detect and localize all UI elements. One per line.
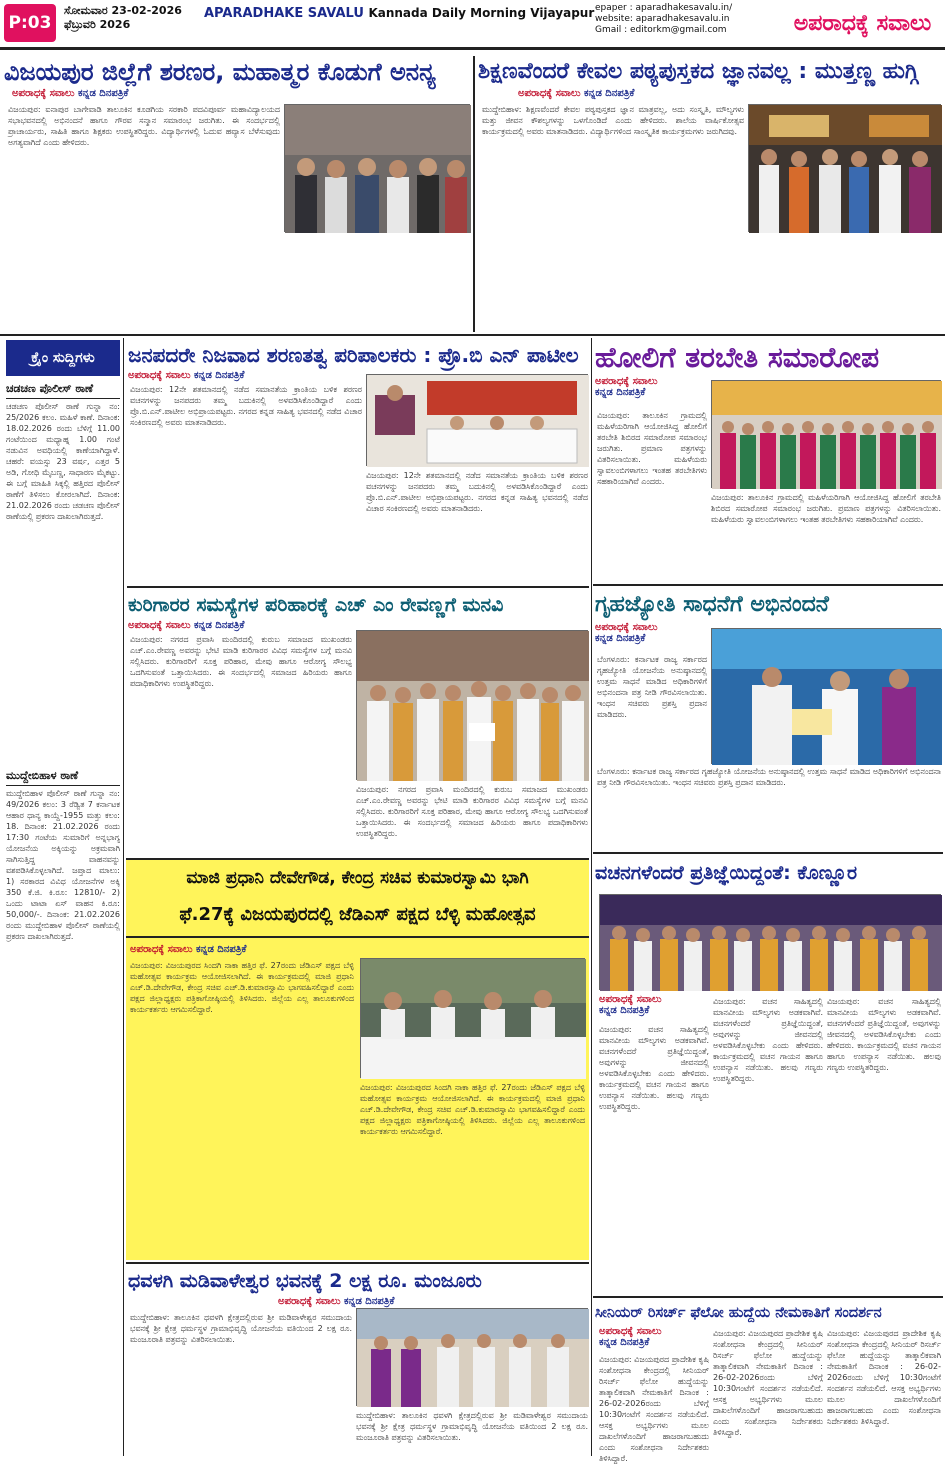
article-photo bbox=[366, 374, 588, 466]
crime-news-heading: ಕ್ರೈಂ ಸುದ್ದಿಗಳು bbox=[6, 340, 120, 376]
press-meet-photo-image bbox=[361, 959, 586, 1079]
article-body-continued: ವಿಜಯಪುರ: ತಾಲೂಕಿನ ಗ್ರಾಮದಲ್ಲಿ ಮಹಿಳೆಯರಿಗಾಗಿ ಆಯೋಜಿಸಿದ್ದ ಹೋಲಿಗೆ ತರಬೇತಿ ಶಿಬಿರದ ಸಮಾರೋಪ ಸಮಾರಂಭ ಜರುಗಿತು. ಪ್ರಮಾಣ ಪತ್ರಗಳನ್ನು ವಿತರಿಸಲಾಯಿತು. ಮಹಿಳೆಯರು ಸ್ವಾವಲಂಬಿಗಳಾಗಲು ಇಂತಹ ತರಬೇತಿಗಳು ಸಹಕಾರಿಯಾಗಿವೆ ಎಂದರು. bbox=[711, 493, 941, 524]
station-2: ಮುದ್ದೇಬಿಹಾಳ ಠಾಣೆ bbox=[6, 767, 120, 786]
headline: ವಚನಗಳೆಂದರೆ ಪ್ರತಿಜ್ಞೆಯಿದ್ದಂತೆ: ಕೊಣ್ಣೂರ bbox=[595, 862, 858, 884]
station-1: ಚಡಚಣ ಪೊಲೀಸ್ ಠಾಣೆ bbox=[6, 380, 120, 399]
article-body: ವಿಜಯಪುರ: ತಾಲೂಕಿನ ಗ್ರಾಮದಲ್ಲಿ ಮಹಿಳೆಯರಿಗಾಗಿ ಆಯೋಜಿಸಿದ್ದ ಹೋಲಿಗೆ ತರಬೇತಿ ಶಿಬಿರದ ಸಮಾರೋಪ ಸಮಾರಂಭ ಜರುಗಿತು. ಪ್ರಮಾಣ ಪತ್ರಗಳನ್ನು ವಿತರಿಸಲಾಯಿತು. ಮಹಿಳೆಯರು ಸ್ವಾವಲಂಬಿಗಳಾಗಲು ಇಂತಹ ತರಬೇತಿಗಳು ಸಹಕಾರಿಯಾಗಿವೆ ಎಂದರು. bbox=[597, 411, 707, 486]
headline: ಧವಳಗಿ ಮಡಿವಾಳೇಶ್ವರ ಭವನಕ್ಕೆ 2 ಲಕ್ಷ ರೂ. ಮಂಜೂರು bbox=[128, 1270, 482, 1292]
headline: ಕುರಿಗಾರರ ಸಮಸ್ಯೆಗಳ ಪರಿಹಾರಕ್ಕೆ ಎಚ್ ಎಂ ರೇವಣ್ಣಗೆ ಮನವಿ bbox=[128, 594, 504, 616]
byline: ಅಪರಾಧಕ್ಕೆ ಸವಾಲು ಕನ್ನಡ ದಿನಪತ್ರಿಕೆ bbox=[595, 622, 658, 644]
article-body-col-3: ವಿಜಯಪುರ: ವಚನ ಸಾಹಿತ್ಯದಲ್ಲಿ ಮಾನವೀಯ ಮೌಲ್ಯಗಳು ಅಡಕವಾಗಿವೆ. ವಚನಗಳೆಂದರೆ ಪ್ರತಿಜ್ಞೆಯಿದ್ದಂತೆ, ಅವುಗಳನ್ನು ಜೀವನದಲ್ಲಿ ಅಳವಡಿಸಿಕೊಳ್ಳಬೇಕು ಎಂದು ಹೇಳಿದರು. ಕಾರ್ಯಕ್ರಮದಲ್ಲಿ ವಚನ ಗಾಯನ ಹಾಗೂ ಉಪನ್ಯಾಸ ನಡೆಯಿತು. ಹಲವು ಗಣ್ಯರು ಉಪಸ್ಥಿತರಿದ್ದರು. bbox=[827, 997, 941, 1072]
memorandum-photo-image bbox=[357, 631, 589, 781]
article-body: ವಿಜಯಪುರ: ನಗರದ ಪ್ರವಾಸಿ ಮಂದಿರದಲ್ಲಿ ಕುರುಬ ಸಮಾಜದ ಮುಖಂಡರು ಎಚ್.ಎಂ.ರೇವಣ್ಣ ಅವರನ್ನು ಭೇಟಿ ಮಾಡಿ ಕುರಿಗಾರರ ವಿವಿಧ ಸಮಸ್ಯೆಗಳ ಬಗ್ಗೆ ಮನವಿ ಸಲ್ಲಿಸಿದರು. ಕುರಿಗಾರರಿಗೆ ಸೂಕ್ತ ಪರಿಹಾರ, ಮೇವು ಹಾಗೂ ಆರೋಗ್ಯ ಸೌಲಭ್ಯ ಒದಗಿಸುವಂತೆ ಒತ್ತಾಯಿಸಿದರು. ಈ ಸಂದರ್ಭದಲ್ಲಿ ಸಮಾಜದ ಹಿರಿಯರು ಹಾಗೂ ಪದಾಧಿಕಾರಿಗಳು ಉಪಸ್ಥಿತರಿದ್ದರು. bbox=[130, 635, 352, 688]
article-shepherds bbox=[128, 590, 588, 856]
headline: ಗೃಹಜ್ಯೋತಿ ಸಾಧನೆಗೆ ಅಭಿನಂದನೆ bbox=[595, 592, 829, 617]
article-body: ವಿಜಯಪುರ: ವಿಜಯಪುರದ ಪ್ರಾದೇಶಿಕ ಕೃಷಿ ಸಂಶೋಧನಾ ಕೇಂದ್ರದಲ್ಲಿ ಸೀನಿಯರ್ ರಿಸರ್ಚ್ ಫೆಲೋ ಹುದ್ದೆಯನ್ನು ತಾತ್ಕಾಲಿಕವಾಗಿ ನೇಮಕಾತಿಗೆ ದಿನಾಂಕ : 26-02-2026ರಂದು ಬೆಳಿಗ್ಗೆ 10:30ಗಂಟೆಗೆ ಸಂದರ್ಶನ ನಡೆಯಲಿದೆ. ಆಸಕ್ತ ಅಭ್ಯರ್ಥಿಗಳು ಮೂಲ ದಾಖಲೆಗಳೊಂದಿಗೆ ಹಾಜರಾಗಬಹುದು ಎಂದು ಸಂಶೋಧನಾ ನಿರ್ದೇಶಕರು ತಿಳಿಸಿದ್ದಾರೆ. bbox=[599, 1355, 709, 1463]
headline: ಜನಪದರೇ ನಿಜವಾದ ಶರಣತತ್ವ ಪರಿಪಾಲಕರು : ಪ್ರೊ.ಬಿ ಎನ್ ಪಾಟೀಲ bbox=[128, 343, 579, 367]
article-body: ಮುದ್ದೇಬಿಹಾಳ: ತಾಲೂಕಿನ ಧವಳಗಿ ಕ್ಷೇತ್ರದಲ್ಲಿರುವ ಶ್ರೀ ಮಡಿವಾಳೇಶ್ವರ ಸಮುದಾಯ ಭವನಕ್ಕೆ ಶ್ರೀ ಕ್ಷೇತ್ರ ಧರ್ಮಸ್ಥಳ ಗ್ರಾಮಾಭಿವೃದ್ಧಿ ಯೋಜನೆಯ ವತಿಯಿಂದ 2 ಲಕ್ಷ ರೂ. ಮಂಜೂರಾತಿ ಪತ್ರವನ್ನು ವಿತರಿಸಲಾಯಿತು. bbox=[130, 1313, 352, 1344]
article-body-col-2: ವಿಜಯಪುರ: ವಚನ ಸಾಹಿತ್ಯದಲ್ಲಿ ಮಾನವೀಯ ಮೌಲ್ಯಗಳು ಅಡಕವಾಗಿವೆ. ವಚನಗಳೆಂದರೆ ಪ್ರತಿಜ್ಞೆಯಿದ್ದಂತೆ, ಅವುಗಳನ್ನು ಜೀವನದಲ್ಲಿ ಅಳವಡಿಸಿಕೊಳ್ಳಬೇಕು ಎಂದು ಹೇಳಿದರು. ಕಾರ್ಯಕ್ರಮದಲ್ಲಿ ವಚನ ಗಾಯನ ಹಾಗೂ ಉಪನ್ಯಾಸ ನಡೆಯಿತು. ಹಲವು ಗಣ್ಯರು ಉಪಸ್ಥಿತರಿದ್ದರು. bbox=[713, 997, 823, 1083]
byline: ಅಪರಾಧಕ್ಕೆ ಸವಾಲು ಕನ್ನಡ ದಿನಪತ್ರಿಕೆ bbox=[130, 944, 247, 955]
article-photo bbox=[711, 628, 941, 764]
award-photo-image bbox=[712, 629, 942, 765]
article-education bbox=[478, 56, 941, 332]
website-link[interactable]: website: aparadhakesavalu.in bbox=[595, 14, 730, 24]
article-body-continued: ಮುದ್ದೇಬಿಹಾಳ: ತಾಲೂಕಿನ ಧವಳಗಿ ಕ್ಷೇತ್ರದಲ್ಲಿರುವ ಶ್ರೀ ಮಡಿವಾಳೇಶ್ವರ ಸಮುದಾಯ ಭವನಕ್ಕೆ ಶ್ರೀ ಕ್ಷೇತ್ರ ಧರ್ಮಸ್ಥಳ ಗ್ರಾಮಾಭಿವೃದ್ಧಿ ಯೋಜನೆಯ ವತಿಯಿಂದ 2 ಲಕ್ಷ ರೂ. ಮಂಜೂರಾತಿ ಪತ್ರವನ್ನು ವಿತರಿಸಲಾಯಿತು. bbox=[356, 1411, 588, 1442]
paper-title: APARADHAKE SAVALU bbox=[204, 6, 364, 21]
headline: ಶಿಕ್ಷಣವೆಂದರೆ ಕೇವಲ ಪಠ್ಯಪುಸ್ತಕದ ಜ್ಞಾನವಲ್ಲ : ಮುತ್ತಣ್ಣ ಹುಗ್ಗಿ bbox=[478, 59, 919, 84]
cheque-handover-photo-image bbox=[357, 1309, 589, 1407]
column-divider bbox=[473, 56, 475, 332]
article-photo bbox=[599, 894, 941, 990]
row-divider bbox=[0, 334, 945, 336]
seminar-photo-image bbox=[367, 375, 589, 467]
article-body-continued: ವಿಜಯಪುರ: ವಿಜಯಪುರದ ಸಿಂದಗಿ ನಾಕಾ ಹತ್ತಿರ ಫೆ. 27ರಂದು ಜೆಡಿಎಸ್ ಪಕ್ಷದ ಬೆಳ್ಳಿ ಮಹೋತ್ಸವ ಕಾರ್ಯಕ್ರಮ ಆಯೋಜಿಸಲಾಗಿದೆ. ಈ ಕಾರ್ಯಕ್ರಮದಲ್ಲಿ ಮಾಜಿ ಪ್ರಧಾನಿ ಎಚ್.ಡಿ.ದೇವೇಗೌಡ, ಕೇಂದ್ರ ಸಚಿವ ಎಚ್.ಡಿ.ಕುಮಾರಸ್ವಾಮಿ ಭಾಗವಹಿಸಲಿದ್ದಾರೆ ಎಂದು ಪಕ್ಷದ ಜಿಲ್ಲಾಧ್ಯಕ್ಷರು ಪತ್ರಿಕಾಗೋಷ್ಠಿಯಲ್ಲಿ ತಿಳಿಸಿದರು. ಜಿಲ್ಲೆಯ ಎಲ್ಲ ತಾಲೂಕುಗಳಿಂದ ಕಾರ್ಯಕರ್ತರು ಆಗಮಿಸಲಿದ್ದಾರೆ. bbox=[360, 1083, 585, 1136]
row-divider bbox=[593, 852, 943, 854]
byline: ಅಪರಾಧಕ್ಕೆ ಸವಾಲು ಕನ್ನಡ ದಿನಪತ್ರಿಕೆ bbox=[278, 1296, 395, 1307]
article-body: ವಿಜಯಪುರ: ವಿಜಯಪುರದ ಸಿಂದಗಿ ನಾಕಾ ಹತ್ತಿರ ಫೆ. 27ರಂದು ಜೆಡಿಎಸ್ ಪಕ್ಷದ ಬೆಳ್ಳಿ ಮಹೋತ್ಸವ ಕಾರ್ಯಕ್ರಮ ಆಯೋಜಿಸಲಾಗಿದೆ. ಈ ಕಾರ್ಯಕ್ರಮದಲ್ಲಿ ಮಾಜಿ ಪ್ರಧಾನಿ ಎಚ್.ಡಿ.ದೇವೇಗೌಡ, ಕೇಂದ್ರ ಸಚಿವ ಎಚ್.ಡಿ.ಕುಮಾರಸ್ವಾಮಿ ಭಾಗವಹಿಸಲಿದ್ದಾರೆ ಎಂದು ಪಕ್ಷದ ಜಿಲ್ಲಾಧ್ಯಕ್ಷರು ಪತ್ರಿಕಾಗೋಷ್ಠಿಯಲ್ಲಿ ತಿಳಿಸಿದರು. ಜಿಲ್ಲೆಯ ಎಲ್ಲ ತಾಲೂಕುಗಳಿಂದ ಕಾರ್ಯಕರ್ತರು ಆಗಮಿಸಲಿದ್ದಾರೆ. bbox=[130, 961, 354, 1014]
crime-body-2: ಮುದ್ದೇಬಿಹಾಳ ಪೊಲೀಸ್ ಠಾಣೆ ಗುನ್ನಾ ನಂ: 49/2026 ಕಲಂ: 3 ರೆಡ್ವಿತ 7 ಕರ್ನಾಟಕ ಆಹಾರ ಧಾನ್ಯ ಕಾಯ್ದೆ-1955 ಮತ್ತು ಕಲಂ: 18. ದಿನಾಂಕ: 21.02.2026 ರಂದು 17:30 ಗಂಟೆಯ ಸುಮಾರಿಗೆ ಅನ್ನಭಾಗ್ಯ ಯೋಜನೆಯ ಅಕ್ಕಿಯನ್ನು ಅಕ್ರಮವಾಗಿ ಸಾಗಿಸುತ್ತಿದ್ದ ವಾಹನವನ್ನು ವಶಪಡಿಸಿಕೊಳ್ಳಲಾಗಿದೆ. ಜಪ್ತಾದ ಮಾಲು: 1) ಸರಕಾರದ ವಿವಿಧ ಯೋಜನೆಗಳ ಅಕ್ಕಿ 350 ಕೆ.ಜಿ. ಕಿ.ರೂ: 12810/- 2) ಒಂದು ಟಾಟಾ ಏಸ್ ವಾಹನ ಕಿ.ರೂ: 50,000/-. ದಿನಾಂಕ: 21.02.2026 ರಂದು ಮುದ್ದೇಬಿಹಾಳ ಪೊಲೀಸ್ ಠಾಣೆಯಲ್ಲಿ ಪ್ರಕರಣ ದಾಖಲಾಗಿರುತ್ತದೆ. bbox=[6, 789, 120, 941]
headline: ವಿಜಯಪುರ ಜಿಲ್ಲೆಗೆ ಶರಣರ, ಮಹಾತ್ಮರ ಕೊಡುಗೆ ಅನನ್ಯ bbox=[4, 58, 436, 86]
masthead bbox=[0, 0, 945, 50]
paper-tagline: Kannada Daily Morning Vijayapur bbox=[368, 6, 595, 20]
article-photo bbox=[356, 1308, 588, 1406]
row-divider bbox=[593, 1296, 943, 1298]
article-research-fellow bbox=[595, 1300, 941, 1463]
article-madivaleshwara bbox=[128, 1266, 588, 1456]
headline-line-2: ಫೆ.27ಕ್ಕೆ ವಿಜಯಪುರದಲ್ಲಿ ಜೆಡಿಎಸ್ ಪಕ್ಷದ ಬೆಳ್ಳಿ ಮಹೋತ್ಸವ bbox=[179, 904, 536, 925]
article-body: ಮುದ್ದೇಬಿಹಾಳ: ಶಿಕ್ಷಣವೆಂದರೆ ಕೇವಲ ಪಠ್ಯಪುಸ್ತಕದ ಜ್ಞಾನ ಮಾತ್ರವಲ್ಲ, ಅದು ಸಂಸ್ಕೃತಿ, ಮೌಲ್ಯಗಳು ಮತ್ತು ಜೀವನ ಕೌಶಲ್ಯಗಳನ್ನು ಒಳಗೊಂಡಿದೆ ಎಂದು ಹೇಳಿದರು. ಶಾಲೆಯ ವಾರ್ಷಿಕೋತ್ಸವ ಕಾರ್ಯಕ್ರಮದಲ್ಲಿ ಅವರು ಮಾತನಾಡಿದರು. ವಿದ್ಯಾರ್ಥಿಗಳಿಂದ ಸಾಂಸ್ಕೃತಿಕ ಕಾರ್ಯಕ್ರಮಗಳು ಜರುಗಿದವು. bbox=[482, 105, 744, 136]
crime-column bbox=[6, 380, 120, 1455]
headline: ಹೋಲಿಗೆ ತರಬೇತಿ ಸಮಾರೋಪ bbox=[595, 341, 880, 374]
paper-name bbox=[204, 6, 594, 21]
article-body: ಬೆಂಗಳೂರು: ಕರ್ನಾಟಕ ರಾಜ್ಯ ಸರ್ಕಾರದ ಗೃಹಜ್ಯೋತಿ ಯೋಜನೆಯ ಅನುಷ್ಠಾನದಲ್ಲಿ ಉತ್ತಮ ಸಾಧನೆ ಮಾಡಿದ ಅಧಿಕಾರಿಗಳಿಗೆ ಅಭಿನಂದನಾ ಪತ್ರ ನೀಡಿ ಗೌರವಿಸಲಾಯಿತು. ಇಂಧನ ಸಚಿವರು ಪ್ರಶಸ್ತಿ ಪ್ರದಾನ ಮಾಡಿದರು. bbox=[597, 655, 707, 719]
byline: ಅಪರಾಧಕ್ಕೆ ಸವಾಲು ಕನ್ನಡ ದಿನಪತ್ರಿಕೆ bbox=[12, 88, 129, 99]
article-gruhajyothi bbox=[595, 588, 941, 850]
column-divider bbox=[591, 338, 592, 1456]
date-line-2: ಫೆಬ್ರುವರಿ 2026 bbox=[64, 18, 131, 31]
issue-date bbox=[64, 4, 182, 32]
headline-block bbox=[126, 858, 589, 938]
article-janapada bbox=[128, 340, 588, 584]
women-group-photo-image bbox=[712, 381, 942, 489]
article-district-contribution bbox=[4, 56, 470, 332]
article-photo bbox=[284, 104, 470, 232]
byline: ಅಪರಾಧಕ್ಕೆ ಸವಾಲು ಕನ್ನಡ ದಿನಪತ್ರಿಕೆ bbox=[128, 620, 245, 631]
article-jds-silver-jubilee bbox=[126, 858, 589, 1260]
date-line-1: ಸೋಮವಾರ 23-02-2026 bbox=[64, 4, 182, 17]
gmail-link[interactable]: Gmail : editorkm@gmail.com bbox=[595, 25, 727, 35]
crime-body-1: ಚಡಚಣ ಪೊಲೀಸ್ ಠಾಣೆ ಗುನ್ನಾ ನಂ: 25/2026 ಕಲಂ. ಮಹಿಳೆ ಕಾಣೆ. ದಿನಾಂಕ: 18.02.2026 ರಂದು ಬೆಳಿಗ್ಗೆ 11.00 ಗಂಟೆಯಿಂದ ಮಧ್ಯಾಹ್ನ 1.00 ಗಂಟೆ ನಡುವಿನ ಅವಧಿಯಲ್ಲಿ ಕಾಣೆಯಾಗಿದ್ದಾಳೆ. ಚಹರೆ: ವಯಸ್ಸು 23 ವರ್ಷ, ಎತ್ತರ 5 ಅಡಿ, ಗೋಧಿ ಮೈಬಣ್ಣ, ಸಾಧಾರಣ ಮೈಕಟ್ಟು. ಈ ಬಗ್ಗೆ ಮಾಹಿತಿ ಸಿಕ್ಕಲ್ಲಿ ಹತ್ತಿರದ ಪೊಲೀಸ್ ಠಾಣೆಗೆ ತಿಳಿಸಲು ಕೋರಲಾಗಿದೆ. ದಿನಾಂಕ: 21.02.2026 ರಂದು ಚಡಚಣ ಪೊಲೀಸ್ ಠಾಣೆಯಲ್ಲಿ ಪ್ರಕರಣ ದಾಖಲಾಗಿರುತ್ತದೆ. bbox=[6, 402, 120, 521]
byline: ಅಪರಾಧಕ್ಕೆ ಸವಾಲು ಕನ್ನಡ ದಿನಪತ್ರಿಕೆ bbox=[595, 376, 658, 398]
article-body: ವಿಜಯಪುರ: ವಚನ ಸಾಹಿತ್ಯದಲ್ಲಿ ಮಾನವೀಯ ಮೌಲ್ಯಗಳು ಅಡಕವಾಗಿವೆ. ವಚನಗಳೆಂದರೆ ಪ್ರತಿಜ್ಞೆಯಿದ್ದಂತೆ, ಅವುಗಳನ್ನು ಜೀವನದಲ್ಲಿ ಅಳವಡಿಸಿಕೊಳ್ಳಬೇಕು ಎಂದು ಹೇಳಿದರು. ಕಾರ್ಯಕ್ರಮದಲ್ಲಿ ವಚನ ಗಾಯನ ಹಾಗೂ ಉಪನ್ಯಾಸ ನಡೆಯಿತು. ಹಲವು ಗಣ್ಯರು ಉಪಸ್ಥಿತರಿದ್ದರು. bbox=[599, 1025, 709, 1111]
contact-block bbox=[595, 3, 780, 36]
byline: ಅಪರಾಧಕ್ಕೆ ಸವಾಲು ಕನ್ನಡ ದಿನಪತ್ರಿಕೆ bbox=[599, 1326, 662, 1348]
article-photo bbox=[711, 380, 941, 488]
article-tailoring bbox=[595, 340, 941, 582]
row-divider bbox=[127, 586, 589, 588]
article-body: ವಿಜಯಪುರ: 12ನೇ ಶತಮಾನದಲ್ಲಿ ನಡೆದ ಸಮಾನತೆಯ ಕ್ರಾಂತಿಯ ಬಳಿಕ ಶರಣರ ವಚನಗಳನ್ನು ಜನಪದರು ತಮ್ಮ ಬದುಕಿನಲ್ಲಿ ಅಳವಡಿಸಿಕೊಂಡಿದ್ದಾರೆ ಎಂದು ಪ್ರೊ.ಬಿ.ಎನ್.ಪಾಟೀಲ ಅಭಿಪ್ರಾಯಪಟ್ಟರು. ನಗರದ ಕನ್ನಡ ಸಾಹಿತ್ಯ ಭವನದಲ್ಲಿ ನಡೆದ ವಿಚಾರ ಸಂಕಿರಣದಲ್ಲಿ ಅವರು ಮಾತನಾಡಿದರು. bbox=[130, 385, 362, 427]
byline: ಅಪರಾಧಕ್ಕೆ ಸವಾಲು ಕನ್ನಡ ದಿನಪತ್ರಿಕೆ bbox=[599, 994, 662, 1016]
vachana-event-photo-image bbox=[600, 895, 942, 991]
headline-line-1: ಮಾಜಿ ಪ್ರಧಾನಿ ದೇವೇಗೌಡ, ಕೇಂದ್ರ ಸಚಿವ ಕುಮಾರಸ್ವಾಮಿ ಭಾಗಿ bbox=[186, 868, 529, 888]
row-divider bbox=[126, 1262, 589, 1264]
article-body-col-2: ವಿಜಯಪುರ: ವಿಜಯಪುರದ ಪ್ರಾದೇಶಿಕ ಕೃಷಿ ಸಂಶೋಧನಾ ಕೇಂದ್ರದಲ್ಲಿ ಸೀನಿಯರ್ ರಿಸರ್ಚ್ ಫೆಲೋ ಹುದ್ದೆಯನ್ನು ತಾತ್ಕಾಲಿಕವಾಗಿ ನೇಮಕಾತಿಗೆ ದಿನಾಂಕ : 26-02-2026ರಂದು ಬೆಳಿಗ್ಗೆ 10:30ಗಂಟೆಗೆ ಸಂದರ್ಶನ ನಡೆಯಲಿದೆ. ಆಸಕ್ತ ಅಭ್ಯರ್ಥಿಗಳು ಮೂಲ ದಾಖಲೆಗಳೊಂದಿಗೆ ಹಾಜರಾಗಬಹುದು ಎಂದು ಸಂಶೋಧನಾ ನಿರ್ದೇಶಕರು ತಿಳಿಸಿದ್ದಾರೆ. bbox=[713, 1329, 823, 1437]
paper-logo: ಅಪರಾಧಕ್ಕೆ ಸವಾಲು bbox=[785, 3, 940, 43]
article-body-continued: ಬೆಂಗಳೂರು: ಕರ್ನಾಟಕ ರಾಜ್ಯ ಸರ್ಕಾರದ ಗೃಹಜ್ಯೋತಿ ಯೋಜನೆಯ ಅನುಷ್ಠಾನದಲ್ಲಿ ಉತ್ತಮ ಸಾಧನೆ ಮಾಡಿದ ಅಧಿಕಾರಿಗಳಿಗೆ ಅಭಿನಂದನಾ ಪತ್ರ ನೀಡಿ ಗೌರವಿಸಲಾಯಿತು. ಇಂಧನ ಸಚಿವರು ಪ್ರಶಸ್ತಿ ಪ್ರದಾನ ಮಾಡಿದರು. bbox=[597, 767, 941, 787]
byline: ಅಪರಾಧಕ್ಕೆ ಸವಾಲು ಕನ್ನಡ ದಿನಪತ್ರಿಕೆ bbox=[518, 88, 635, 99]
row-divider bbox=[593, 584, 943, 586]
byline: ಅಪರಾಧಕ್ಕೆ ಸವಾಲು ಕನ್ನಡ ದಿನಪತ್ರಿಕೆ bbox=[128, 370, 245, 381]
headline: ಸೀನಿಯರ್ ರಿಸರ್ಚ್ ಫೆಲೋ ಹುದ್ದೆಯ ನೇಮಕಾತಿಗೆ ಸಂದರ್ಶನ bbox=[595, 1305, 882, 1321]
article-photo bbox=[360, 958, 585, 1078]
page-number: P:03 bbox=[4, 4, 56, 42]
column-divider bbox=[123, 338, 124, 1456]
article-photo bbox=[748, 104, 941, 232]
group-photo-image bbox=[285, 105, 471, 233]
article-vachana bbox=[595, 856, 941, 1294]
article-body: ವಿಜಯಪುರ: ಐನಾಪುರ ಬಾಗೇವಾಡಿ ತಾಲೂಕಿನ ಕೂಡಗಿಯ ಸರಕಾರಿ ಪದವಿಪೂರ್ವ ಮಹಾವಿದ್ಯಾಲಯದ ಸಭಾಭವನದಲ್ಲಿ ಅಭಿನಂದನೆ ಹಾಗೂ ಗೌರವ ಸನ್ಮಾನ ಸಮಾರಂಭ ಜರುಗಿತು. ಈ ಸಂದರ್ಭದಲ್ಲಿ ಪ್ರಾಚಾರ್ಯರು, ಸಾಹಿತಿ ಹಾಗೂ ಶಿಕ್ಷಕರು ಉಪಸ್ಥಿತರಿದ್ದರು. ವಿದ್ಯಾರ್ಥಿಗಳಲ್ಲಿ ಓದುವ ಹವ್ಯಾಸ ಬೆಳೆಸುವುದು ಅಗತ್ಯವಾಗಿದೆ ಎಂದು ಹೇಳಿದರು. bbox=[8, 105, 280, 147]
article-photo bbox=[356, 630, 588, 780]
epaper-link[interactable]: epaper : aparadhakesavalu.in/ bbox=[595, 3, 733, 13]
article-body-continued: ವಿಜಯಪುರ: ನಗರದ ಪ್ರವಾಸಿ ಮಂದಿರದಲ್ಲಿ ಕುರುಬ ಸಮಾಜದ ಮುಖಂಡರು ಎಚ್.ಎಂ.ರೇವಣ್ಣ ಅವರನ್ನು ಭೇಟಿ ಮಾಡಿ ಕುರಿಗಾರರ ವಿವಿಧ ಸಮಸ್ಯೆಗಳ ಬಗ್ಗೆ ಮನವಿ ಸಲ್ಲಿಸಿದರು. ಕುರಿಗಾರರಿಗೆ ಸೂಕ್ತ ಪರಿಹಾರ, ಮೇವು ಹಾಗೂ ಆರೋಗ್ಯ ಸೌಲಭ್ಯ ಒದಗಿಸುವಂತೆ ಒತ್ತಾಯಿಸಿದರು. ಈ ಸಂದರ್ಭದಲ್ಲಿ ಸಮಾಜದ ಹಿರಿಯರು ಹಾಗೂ ಪದಾಧಿಕಾರಿಗಳು ಉಪಸ್ಥಿತರಿದ್ದರು. bbox=[356, 785, 588, 838]
article-body-col-3: ವಿಜಯಪುರ: ವಿಜಯಪುರದ ಪ್ರಾದೇಶಿಕ ಕೃಷಿ ಸಂಶೋಧನಾ ಕೇಂದ್ರದಲ್ಲಿ ಸೀನಿಯರ್ ರಿಸರ್ಚ್ ಫೆಲೋ ಹುದ್ದೆಯನ್ನು ತಾತ್ಕಾಲಿಕವಾಗಿ ನೇಮಕಾತಿಗೆ ದಿನಾಂಕ : 26-02-2026ರಂದು ಬೆಳಿಗ್ಗೆ 10:30ಗಂಟೆಗೆ ಸಂದರ್ಶನ ನಡೆಯಲಿದೆ. ಆಸಕ್ತ ಅಭ್ಯರ್ಥಿಗಳು ಮೂಲ ದಾಖಲೆಗಳೊಂದಿಗೆ ಹಾಜರಾಗಬಹುದು ಎಂದು ಸಂಶೋಧನಾ ನಿರ್ದೇಶಕರು ತಿಳಿಸಿದ್ದಾರೆ. bbox=[827, 1329, 941, 1426]
stage-photo-image bbox=[749, 105, 942, 233]
article-body-continued: ವಿಜಯಪುರ: 12ನೇ ಶತಮಾನದಲ್ಲಿ ನಡೆದ ಸಮಾನತೆಯ ಕ್ರಾಂತಿಯ ಬಳಿಕ ಶರಣರ ವಚನಗಳನ್ನು ಜನಪದರು ತಮ್ಮ ಬದುಕಿನಲ್ಲಿ ಅಳವಡಿಸಿಕೊಂಡಿದ್ದಾರೆ ಎಂದು ಪ್ರೊ.ಬಿ.ಎನ್.ಪಾಟೀಲ ಅಭಿಪ್ರಾಯಪಟ್ಟರು. ನಗರದ ಕನ್ನಡ ಸಾಹಿತ್ಯ ಭವನದಲ್ಲಿ ನಡೆದ ವಿಚಾರ ಸಂಕಿರಣದಲ್ಲಿ ಅವರು ಮಾತನಾಡಿದರು. bbox=[366, 471, 588, 513]
